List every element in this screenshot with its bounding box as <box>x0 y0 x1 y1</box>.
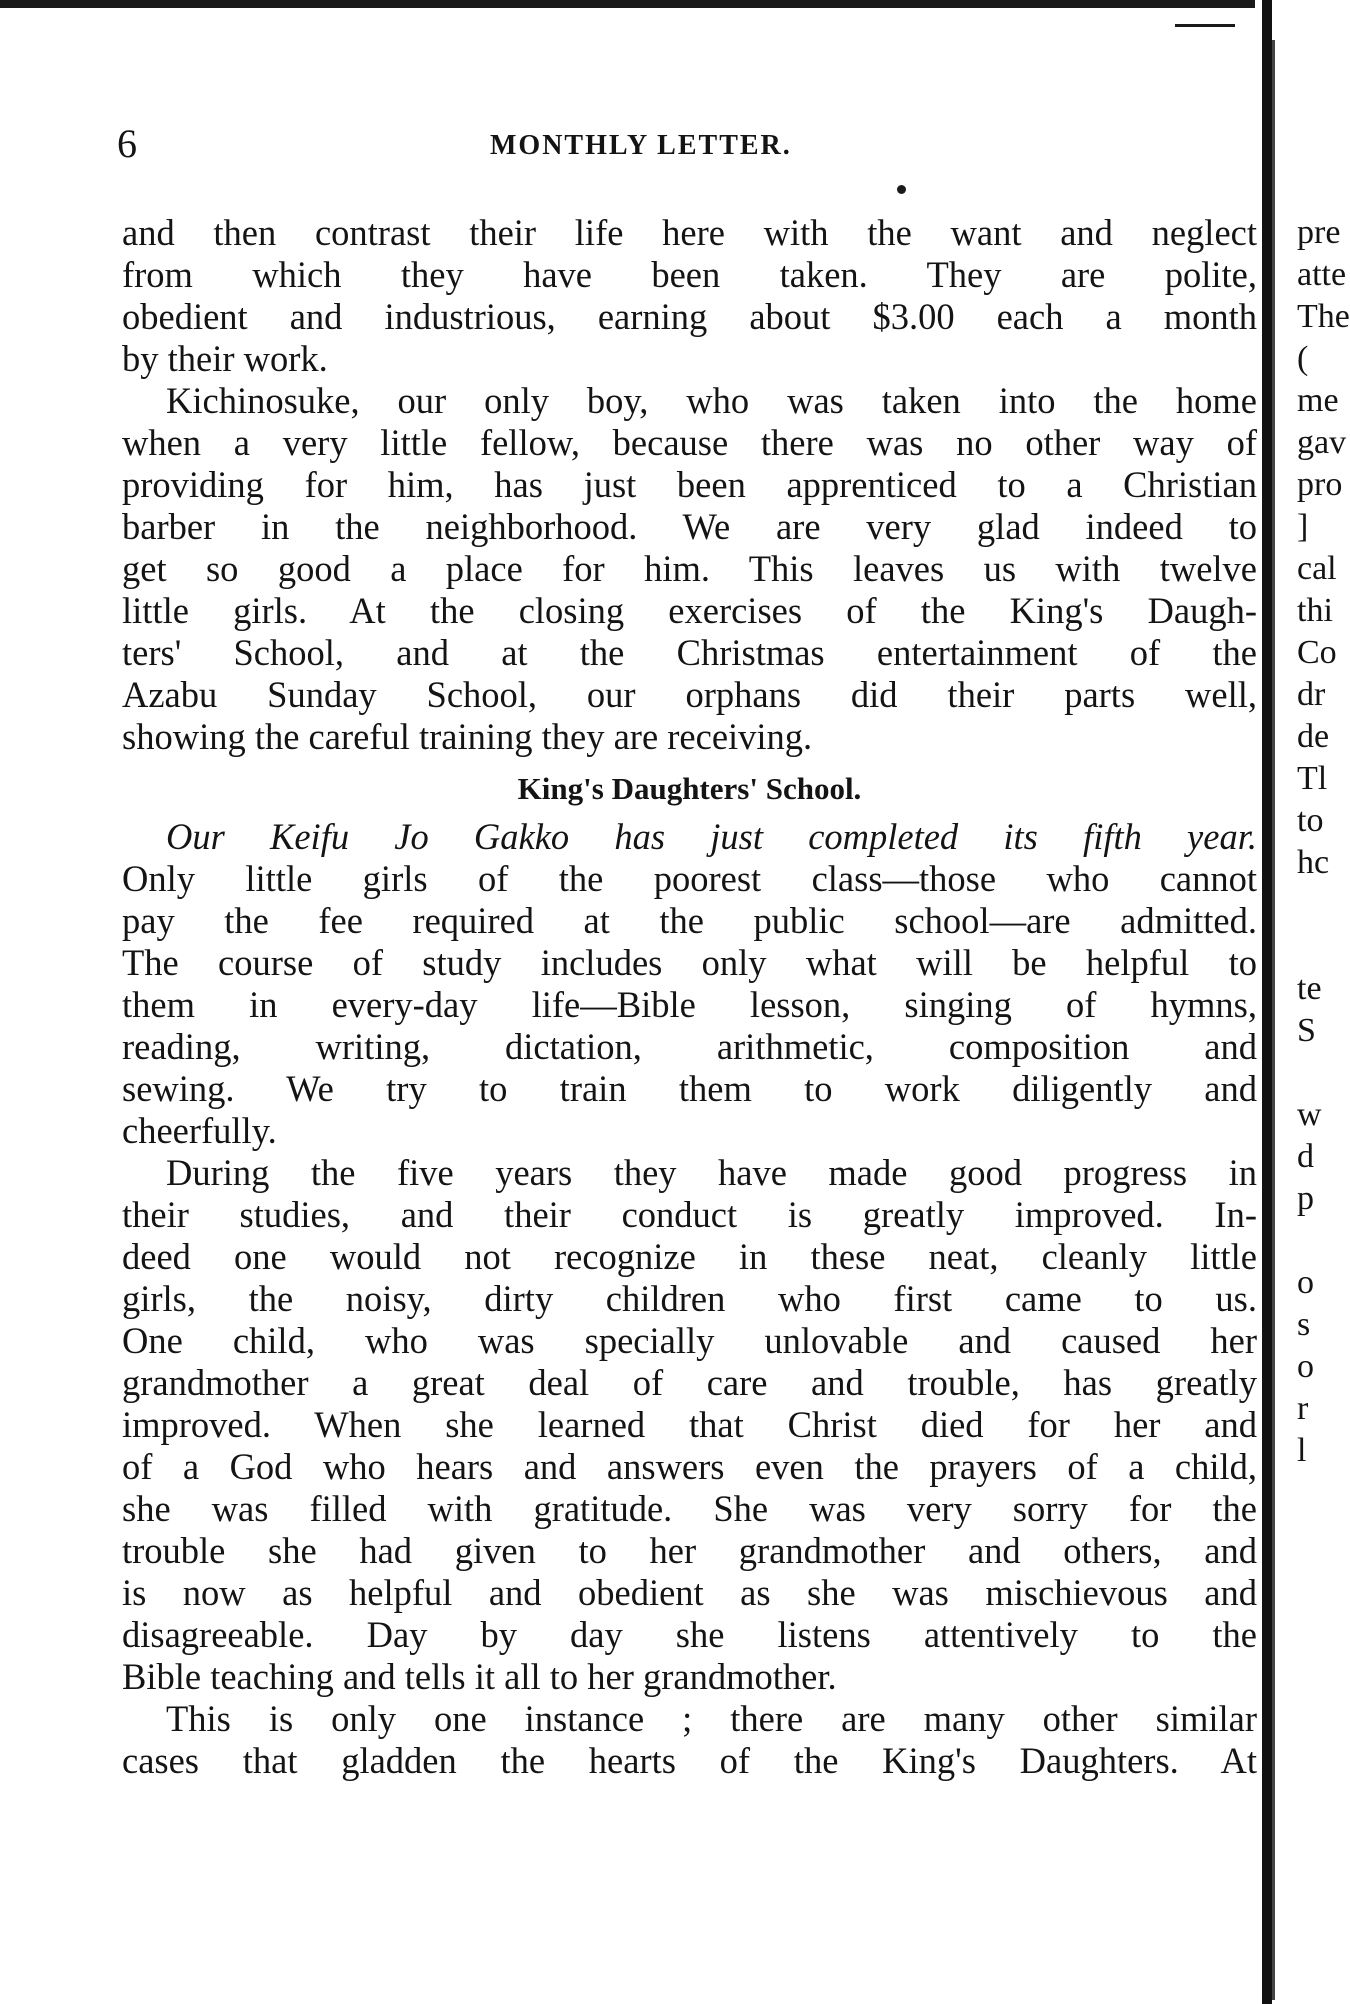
facing-page-fragment: atte <box>1297 256 1347 293</box>
facing-page-fragment: ( <box>1297 340 1309 377</box>
facing-page-fragment: gav <box>1297 424 1347 461</box>
facing-page-fragment: The <box>1297 298 1350 335</box>
section-heading: King's Daughters' School. <box>517 771 862 806</box>
text-line: providing for him, has just been apprenticed to a Christian <box>122 464 1257 505</box>
facing-page-fragment <box>1297 884 1343 926</box>
text-line: little girls. At the closing exercises of the King's Daugh- <box>122 590 1257 631</box>
text-line: she was filled with gratitude. She was very sorry for the <box>122 1488 1257 1529</box>
facing-page-fragment: d <box>1297 1138 1314 1175</box>
text-line-italic: Our Keifu Jo Gakko has just completed its fifth year. <box>166 816 1257 857</box>
text-line: Bible teaching and tells it all to her grandmother. <box>122 1656 837 1697</box>
facing-page-fragment: s <box>1297 1306 1311 1343</box>
text-line: showing the careful training they are receiving. <box>122 716 813 757</box>
facing-page-fragment: Co <box>1297 634 1337 671</box>
text-line: and then contrast their life here with the want and neglect <box>122 212 1257 253</box>
text-line: ters' School, and at the Christmas entertainment of the <box>122 632 1257 673</box>
facing-page-fragment: hc <box>1297 844 1330 881</box>
text-line: them in every-day life—Bible lesson, singing of hymns, <box>122 984 1257 1025</box>
page-number: 6 <box>117 121 137 166</box>
text-line: sewing. We try to train them to work diligently and <box>122 1068 1257 1109</box>
facing-page-fragment: S <box>1297 1012 1316 1049</box>
text-line: their studies, and their conduct is greatly improved. In- <box>122 1194 1257 1235</box>
text-line: barber in the neighborhood. We are very glad indeed to <box>122 506 1257 547</box>
text-line: Kichinosuke, our only boy, who was taken into the home <box>166 380 1257 421</box>
text-line: Azabu Sunday School, our orphans did their parts well, <box>122 674 1257 715</box>
text-line: One child, who was specially unlovable and caused her <box>122 1320 1257 1361</box>
text-line: girls, the noisy, dirty children who first came to us. <box>122 1278 1257 1319</box>
text-line: is now as helpful and obedient as she was mischievous and <box>122 1572 1257 1613</box>
facing-page-fragment: me <box>1297 382 1339 419</box>
top-border-rule <box>0 0 1255 8</box>
facing-page-fragments <box>1297 212 1350 1472</box>
facing-page-fragment: Tl <box>1297 760 1328 797</box>
text-line: improved. When she learned that Christ died for her and <box>122 1404 1257 1445</box>
facing-page-fragment: ] <box>1297 508 1309 545</box>
facing-page-fragment: te <box>1297 970 1322 1007</box>
text-line: deed one would not recognize in these neat, cleanly little <box>122 1236 1257 1277</box>
facing-page-fragment: thi <box>1297 592 1333 629</box>
text-line: trouble she had given to her grandmother and others, and <box>122 1530 1257 1571</box>
text-line: when a very little fellow, because there was no other way of <box>122 422 1257 463</box>
facing-page-fragment: p <box>1297 1180 1314 1217</box>
book-gutter-shadow <box>1262 0 1272 2004</box>
facing-page-fragment: pre <box>1297 214 1341 251</box>
facing-page-fragment: pro <box>1297 466 1343 503</box>
text-line: by their work. <box>122 338 328 379</box>
facing-page-fragment: o <box>1297 1264 1314 1301</box>
top-corner-mark <box>1175 24 1235 27</box>
running-title: MONTHLY LETTER. <box>490 130 792 161</box>
text-line: cases that gladden the hearts of the King's Daughters. At <box>122 1740 1257 1781</box>
text-line: This is only one instance ; there are many other similar <box>166 1698 1257 1739</box>
text-line: grandmother a great deal of care and trouble, has greatly <box>122 1362 1257 1403</box>
text-line: reading, writing, dictation, arithmetic, composition and <box>122 1026 1257 1067</box>
text-line: obedient and industrious, earning about $3.00 each a month <box>122 296 1257 337</box>
facing-page-fragment: cal <box>1297 550 1337 587</box>
facing-page-fragment: to <box>1297 802 1324 839</box>
facing-page-fragment: dr <box>1297 676 1326 713</box>
text-line: cheerfully. <box>122 1110 277 1151</box>
facing-page-fragment: r <box>1297 1390 1309 1427</box>
text-line: get so good a place for him. This leaves us with twelve <box>122 548 1257 589</box>
facing-page-fragment: o <box>1297 1348 1314 1385</box>
book-gutter-edge <box>1272 40 1275 2000</box>
facing-page-fragment <box>1297 1220 1343 1262</box>
text-line: During the five years they have made good progress in <box>166 1152 1257 1193</box>
text-line: of a God who hears and answers even the prayers of a child, <box>122 1446 1257 1487</box>
text-line: pay the fee required at the public school—are admitted. <box>122 900 1257 941</box>
stray-dot-mark <box>897 185 906 194</box>
facing-page-fragment <box>1297 1052 1343 1094</box>
text-line: The course of study includes only what will be helpful to <box>122 942 1257 983</box>
facing-page-fragment: l <box>1297 1432 1307 1469</box>
text-line: Only little girls of the poorest class—those who cannot <box>122 858 1257 899</box>
main-text-column <box>122 212 1257 1782</box>
text-line: from which they have been taken. They are polite, <box>122 254 1257 295</box>
facing-page-fragment: de <box>1297 718 1330 755</box>
facing-page-fragment: w <box>1297 1096 1322 1133</box>
facing-page-fragment <box>1297 926 1343 968</box>
text-line: disagreeable. Day by day she listens attentively to the <box>122 1614 1257 1655</box>
